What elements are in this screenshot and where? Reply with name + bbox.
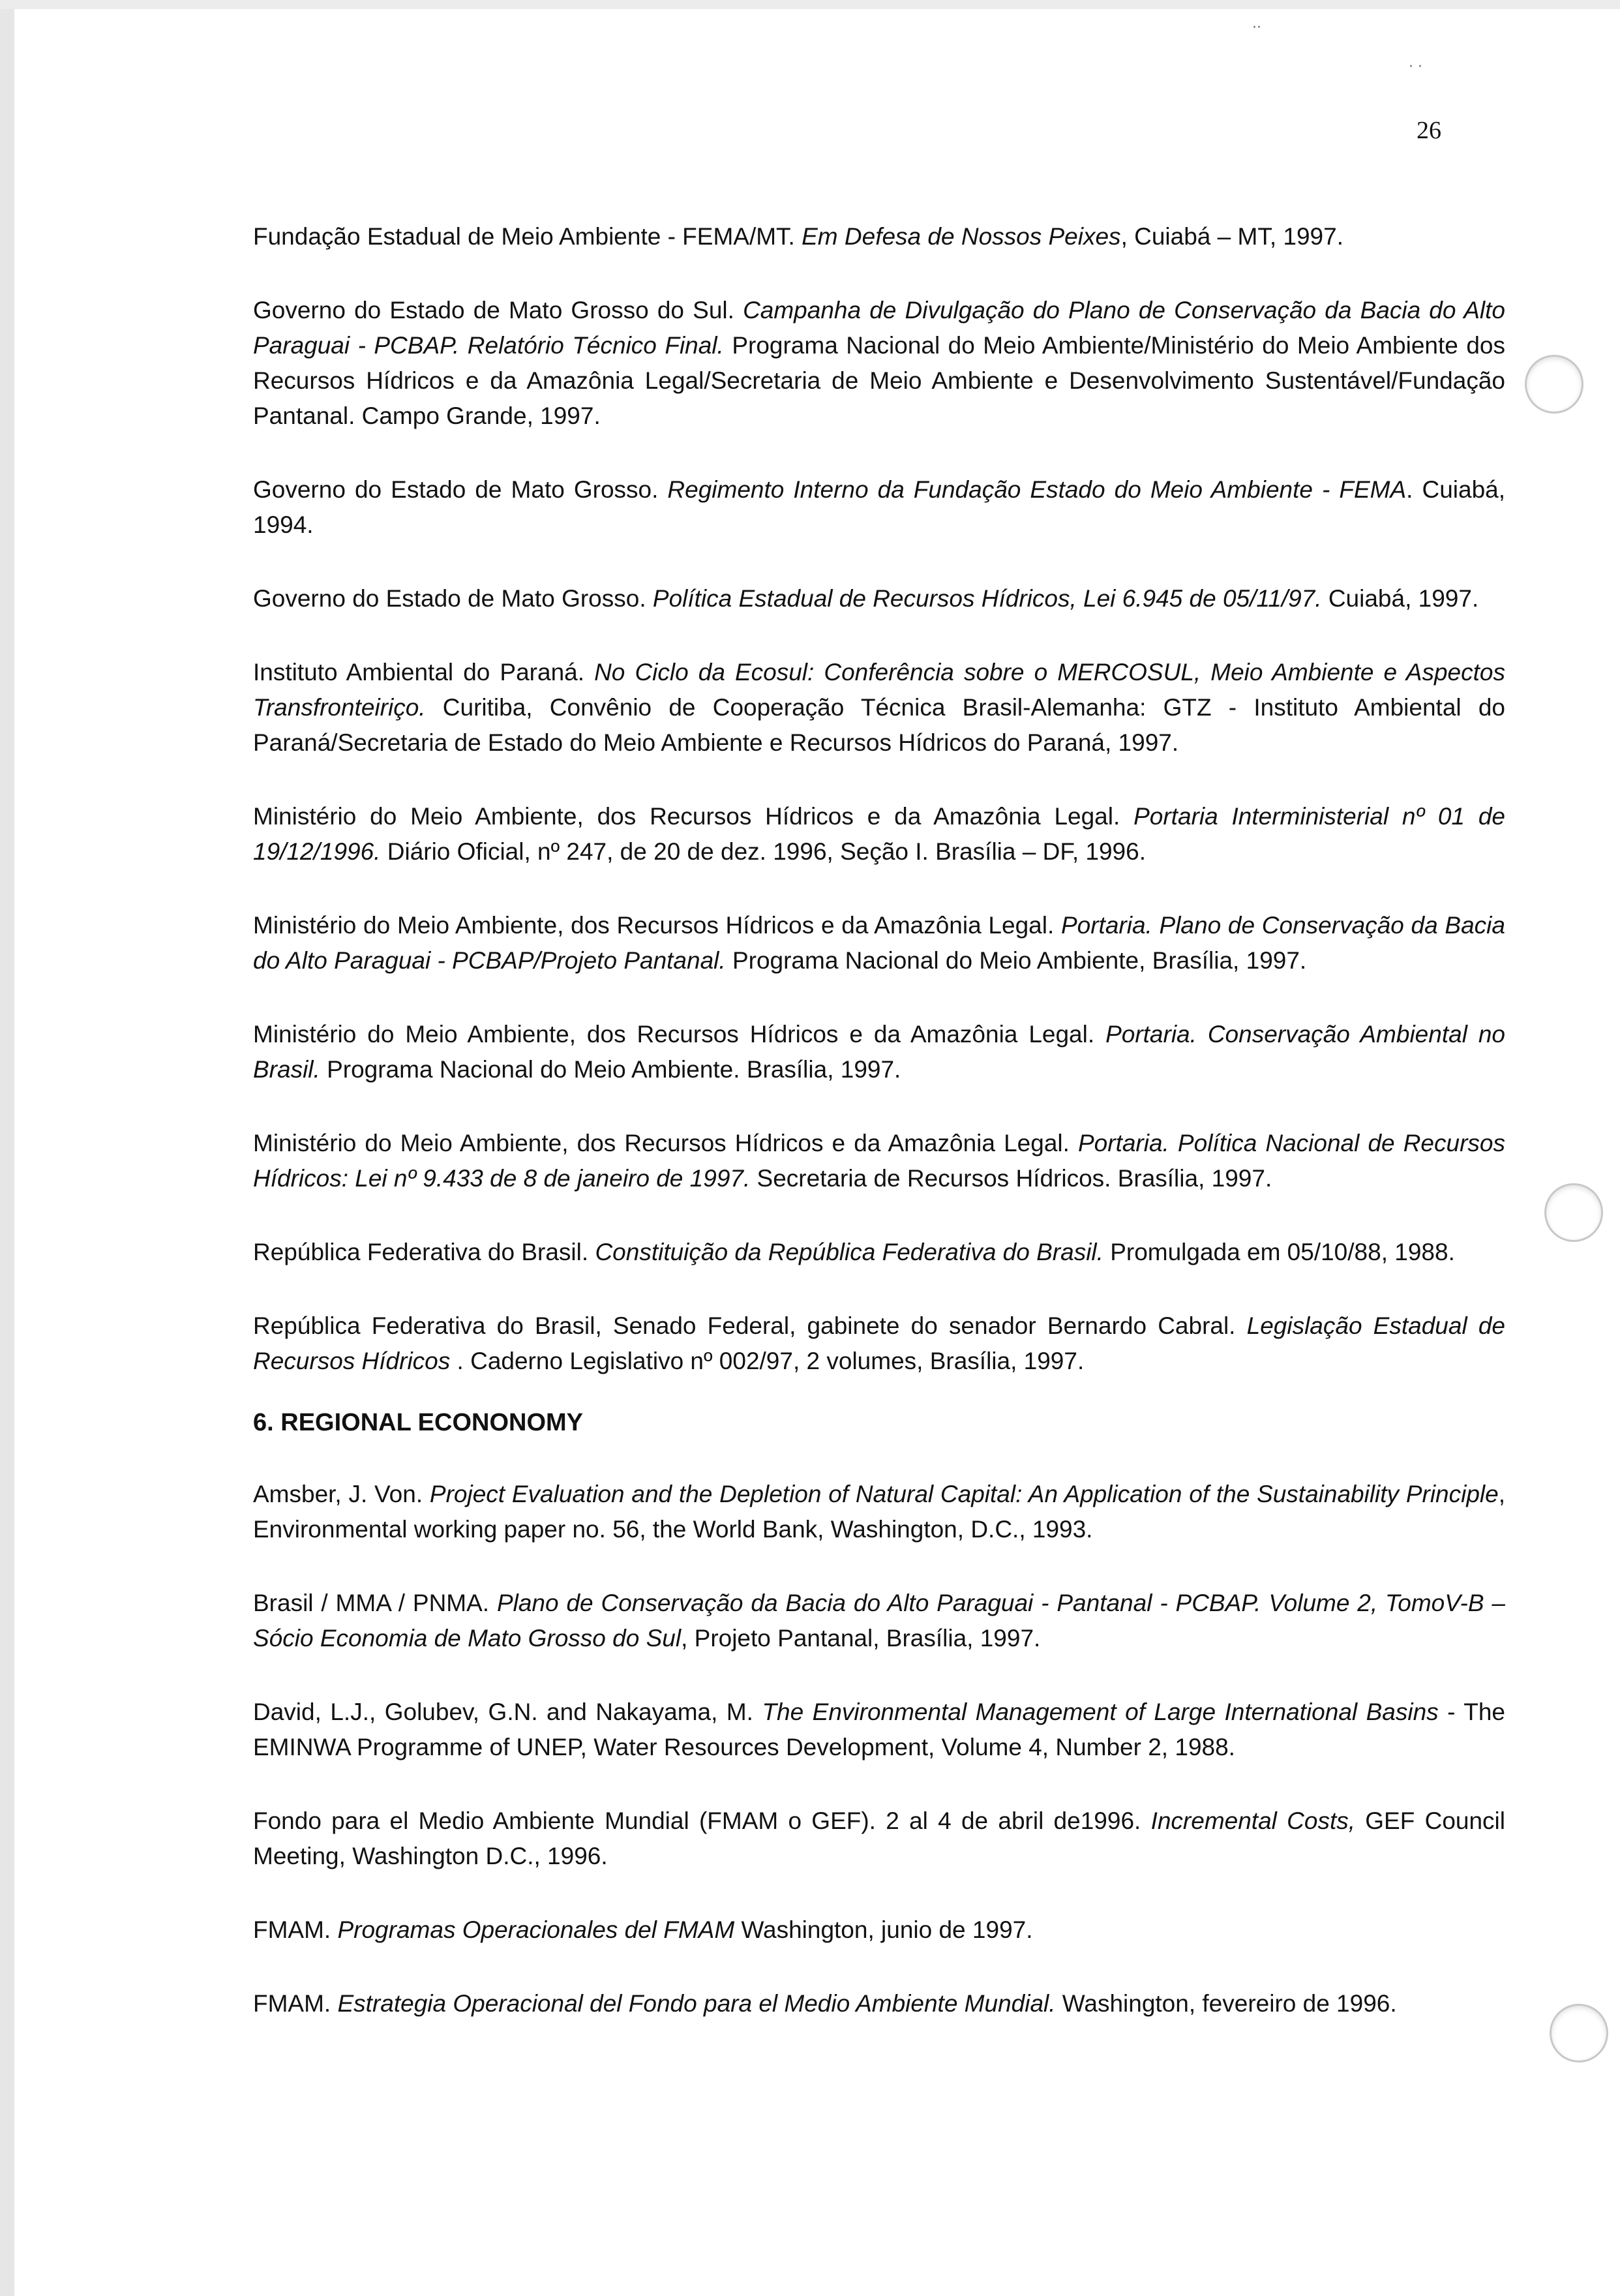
reference-text: Governo do Estado de Mato Grosso. <box>253 476 668 503</box>
reference-title: Programas Operacionales del FMAM <box>337 1916 735 1943</box>
reference-text: Amsber, J. Von. <box>253 1481 430 1507</box>
reference-text: , Environmental working paper no. 56, the World Bank, Washington, D.C., 1993. <box>253 1481 1506 1543</box>
reference-title: Campanha de Divulgação do Plano de Conservação da Bacia do Alto Paraguai - PCBAP. Relatório Técnico Final. <box>253 297 1505 359</box>
reference-entry <box>253 1986 1505 2021</box>
reference-text: Brasil / MMA / PNMA. <box>253 1590 497 1616</box>
reference-text: Secretaria de Recursos Hídricos. Brasília, 1997. <box>750 1165 1272 1192</box>
reference-entry <box>253 581 1505 616</box>
reference-entry <box>253 799 1505 869</box>
reference-entry <box>253 1804 1505 1874</box>
reference-text: Washington, junio de 1997. <box>734 1916 1033 1943</box>
reference-entry <box>253 655 1505 761</box>
reference-entry <box>253 908 1505 978</box>
reference-text: , Cuiabá – MT, 1997. <box>1120 223 1343 250</box>
section-heading: 6. REGIONAL ECONONOMY <box>253 1409 584 1436</box>
reference-text: Promulgada em 05/10/88, 1988. <box>1103 1239 1455 1265</box>
reference-text: Diário Oficial, nº 247, de 20 de dez. 1996, Seção I. Brasília – DF, 1996. <box>380 838 1146 865</box>
punch-hole <box>1544 1183 1603 1242</box>
reference-text: Ministério do Meio Ambiente, dos Recursos Hídricos e da Amazônia Legal. <box>253 912 1061 939</box>
reference-text: Ministério do Meio Ambiente, dos Recursos Hídricos e da Amazônia Legal. <box>253 803 1134 830</box>
reference-text: , Projeto Pantanal, Brasília, 1997. <box>681 1625 1041 1652</box>
reference-text: Programa Nacional do Meio Ambiente, Brasília, 1997. <box>725 947 1307 974</box>
reference-title: Portaria. Plano de Conservação da Bacia do Alto Paraguai - PCBAP/Projeto Pantanal. <box>253 912 1505 974</box>
reference-text: República Federativa do Brasil, Senado Federal, gabinete do senador Bernardo Cabral. <box>253 1312 1247 1339</box>
reference-text: República Federativa do Brasil. <box>253 1239 595 1265</box>
reference-entry <box>253 472 1505 543</box>
scan-speck: ·· <box>1252 20 1261 36</box>
reference-entry <box>253 1126 1505 1196</box>
reference-title: Estrategia Operacional del Fondo para el Medio Ambiente Mundial. <box>337 1990 1056 2017</box>
reference-text: FMAM. <box>253 1916 338 1943</box>
reference-title: No Ciclo da Ecosul: Conferência sobre o MERCOSUL, Meio Ambiente e Aspectos Transfronteiriço. <box>253 659 1505 721</box>
page-number: 26 <box>1417 117 1441 144</box>
reference-entry <box>253 1235 1505 1270</box>
reference-text: . Cuiabá, 1994. <box>253 476 1506 538</box>
reference-entry <box>253 1586 1505 1656</box>
reference-text: Programa Nacional do Meio Ambiente. Brasília, 1997. <box>320 1056 901 1083</box>
reference-text: Washington, fevereiro de 1996. <box>1055 1990 1397 2017</box>
reference-text: Fondo para el Medio Ambiente Mundial (FMAM o GEF). 2 al 4 de abril de1996. <box>253 1807 1151 1834</box>
reference-entry <box>253 1477 1505 1547</box>
reference-title: Em Defesa de Nossos Peixes <box>802 223 1121 250</box>
reference-entry <box>253 1308 1505 1379</box>
reference-text: Instituto Ambiental do Paraná. <box>253 659 595 686</box>
reference-text: Ministério do Meio Ambiente, dos Recursos Hídricos e da Amazônia Legal. <box>253 1021 1106 1048</box>
reference-entry <box>253 1912 1505 1948</box>
reference-title: Portaria. Política Nacional de Recursos Hídricos: Lei nº 9.433 de 8 de janeiro de 1997. <box>253 1130 1505 1192</box>
reference-text: Cuiabá, 1997. <box>1321 585 1479 612</box>
reference-text: David, L.J., Golubev, G.N. and Nakayama, M. <box>253 1699 762 1725</box>
punch-hole <box>1550 2004 1608 2062</box>
reference-title: Portaria Interministerial nº 01 de 19/12/1996. <box>253 803 1505 865</box>
reference-text: GEF Council Meeting, Washington D.C., 1996. <box>253 1807 1505 1869</box>
scan-speck: · · <box>1409 59 1422 75</box>
reference-list <box>253 219 1505 2060</box>
scan-edge-left <box>0 0 14 2296</box>
reference-text: Ministério do Meio Ambiente, dos Recursos Hídricos e da Amazônia Legal. <box>253 1130 1078 1156</box>
punch-hole <box>1525 355 1583 414</box>
reference-text: Curitiba, Convênio de Cooperação Técnica Brasil-Alemanha: GTZ - Instituto Ambiental do Paraná/Secretaria de Estado do Meio Ambiente e Recursos Hídricos do Paraná, 1997. <box>253 694 1505 756</box>
reference-text: Governo do Estado de Mato Grosso do Sul. <box>253 297 743 324</box>
reference-title: Política Estadual de Recursos Hídricos, Lei 6.945 de 05/11/97. <box>652 585 1322 612</box>
reference-title: Constituição da República Federativa do Brasil. <box>595 1239 1103 1265</box>
reference-entry <box>253 1695 1505 1765</box>
reference-title: Incremental Costs, <box>1150 1807 1356 1834</box>
reference-title: Portaria. Conservação Ambiental no Brasil. <box>253 1021 1505 1083</box>
reference-text: Fundação Estadual de Meio Ambiente - FEMA/MT. <box>253 223 802 250</box>
reference-text: Programa Nacional do Meio Ambiente/Ministério do Meio Ambiente dos Recursos Hídricos e da Amazônia Legal/Secretaria de Meio Ambiente e Desenvolvimento Sustentável/Fundação Pantanal. Campo Grande, 1997. <box>253 332 1505 429</box>
reference-entry <box>253 1017 1505 1087</box>
reference-text: . Caderno Legislativo nº 002/97, 2 volumes, Brasília, 1997. <box>450 1348 1085 1374</box>
reference-text: Governo do Estado de Mato Grosso. <box>253 585 653 612</box>
reference-text: - The EMINWA Programme of UNEP, Water Resources Development, Volume 4, Number 2, 1988. <box>253 1699 1505 1760</box>
reference-title: Project Evaluation and the Depletion of Natural Capital: An Application of the Sustainability Principle <box>429 1481 1499 1507</box>
reference-title: The Environmental Management of Large International Basins <box>762 1699 1439 1725</box>
reference-title: Regimento Interno da Fundação Estado do Meio Ambiente - FEMA <box>667 476 1407 503</box>
reference-title: Legislação Estadual de Recursos Hídricos <box>253 1312 1505 1374</box>
reference-entry <box>253 293 1505 434</box>
reference-title: Plano de Conservação da Bacia do Alto Paraguai - Pantanal - PCBAP. Volume 2, TomoV-B – Sócio Economia de Mato Grosso do Sul <box>253 1590 1505 1652</box>
reference-entry <box>253 219 1505 254</box>
reference-text: FMAM. <box>253 1990 338 2017</box>
scan-edge-top <box>0 0 1620 9</box>
